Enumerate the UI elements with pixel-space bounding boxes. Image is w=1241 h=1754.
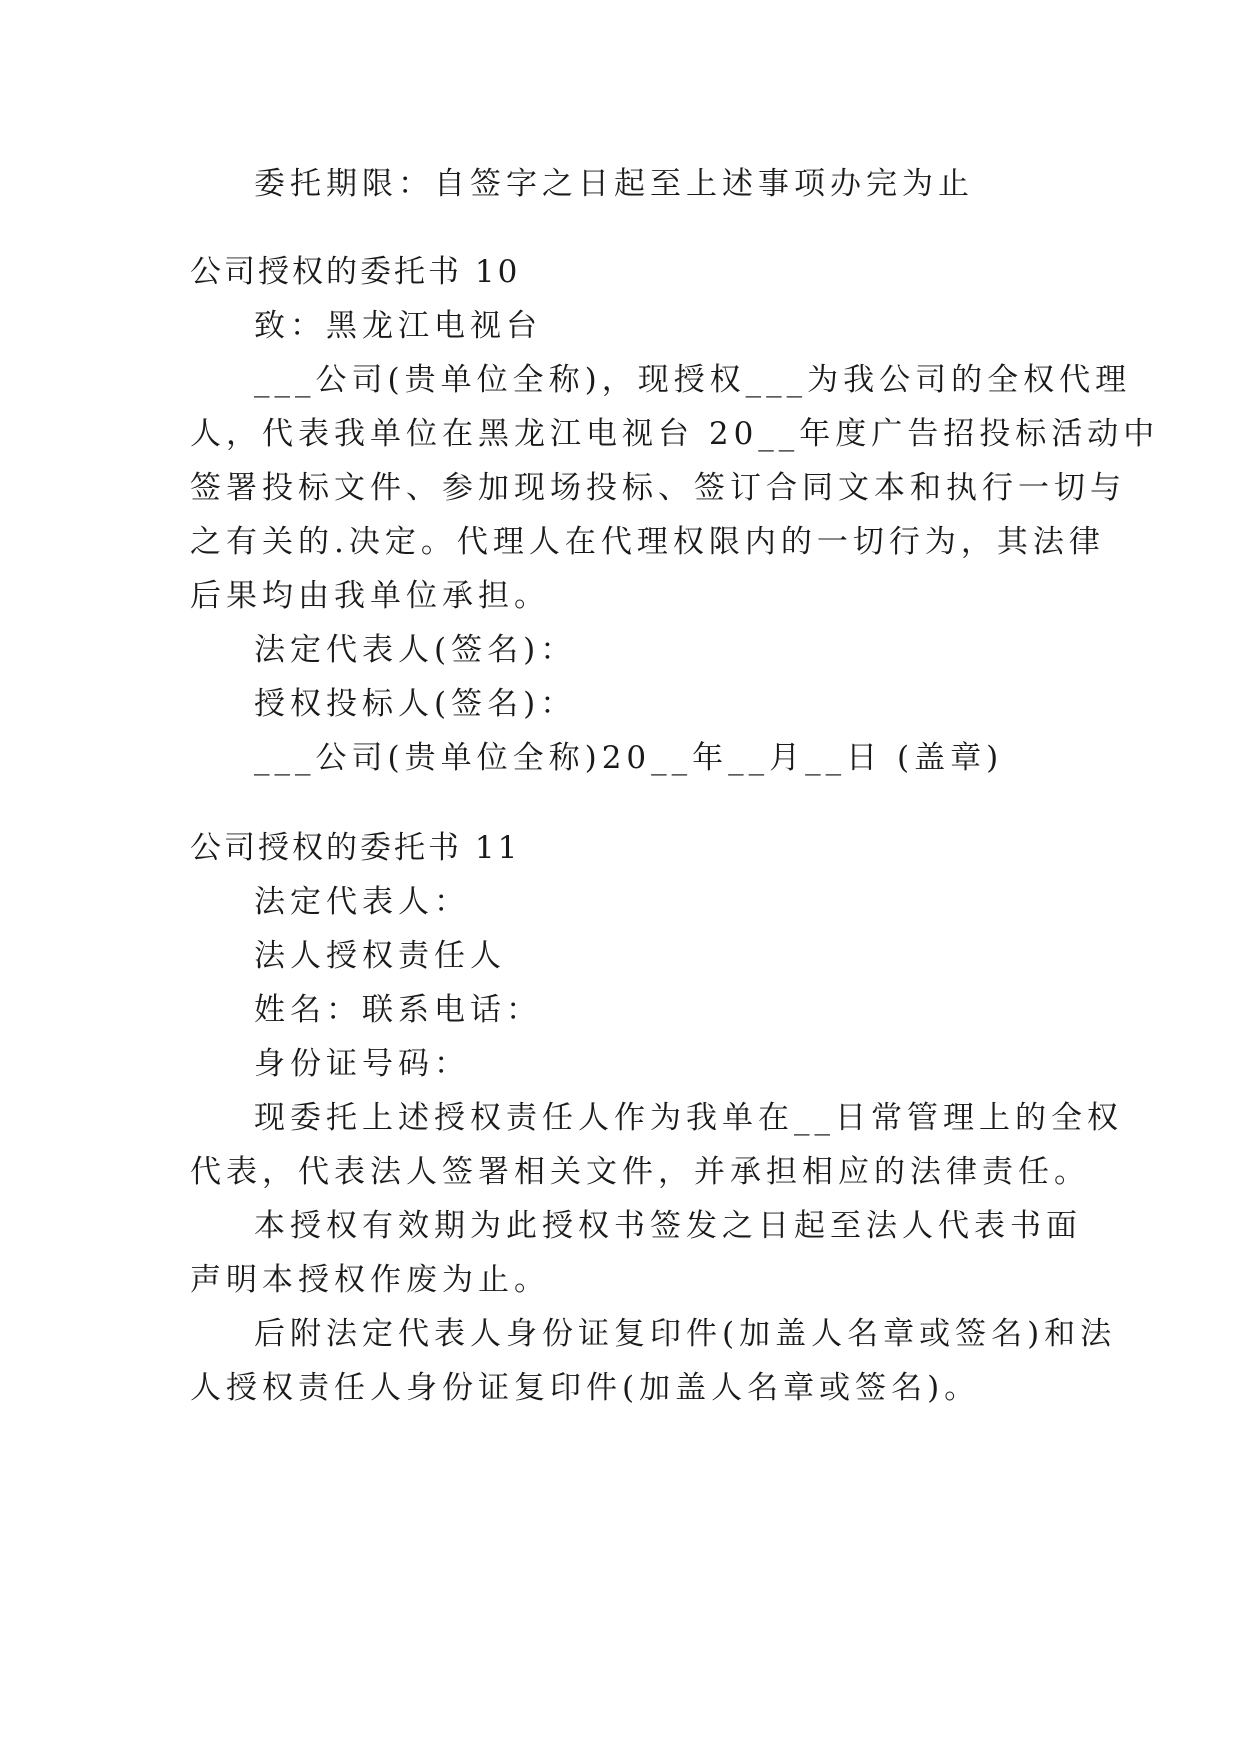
paragraph-line: 之有关的.决定。代理人在代理权限内的一切行为，其法律 [190,524,1105,560]
field-line: 姓名：联系电话： [254,992,542,1028]
paragraph-line: 后果均由我单位承担。 [190,578,550,614]
section-heading-10: 公司授权的委托书 10 [190,254,521,290]
section-heading-11: 公司授权的委托书 11 [190,830,521,866]
field-line: 法人授权责任人 [254,938,506,974]
paragraph-line: 签署投标文件、参加现场投标、签订合同文本和执行一切与 [190,470,1126,506]
paragraph-line: 人，代表我单位在黑龙江电视台 20__年度广告招投标活动中 [190,416,1160,452]
paragraph-line: ___公司(贵单位全称)，现授权___为我公司的全权代理 [254,362,1132,398]
field-line: 身份证号码： [254,1046,470,1082]
bidder-signature-line: 授权投标人(签名)： [254,686,577,722]
paragraph-line: 本授权有效期为此授权书签发之日起至法人代表书面 [254,1208,1082,1244]
paragraph-line: 人授权责任人身份证复印件(加盖人名章或签名)。 [190,1370,981,1406]
term-line: 委托期限：自签字之日起至上述事项办完为止 [254,166,974,202]
paragraph-line: 代表，代表法人签署相关文件，并承担相应的法律责任。 [190,1154,1090,1190]
field-line: 法定代表人： [254,884,470,920]
addressee-line: 致：黑龙江电视台 [254,308,542,344]
company-date-seal-line: ___公司(贵单位全称)20__年__月__日 (盖章) [254,740,1004,776]
paragraph-line: 后附法定代表人身份证复印件(加盖人名章或签名)和法 [254,1316,1117,1352]
legal-rep-signature-line: 法定代表人(签名)： [254,632,577,668]
paragraph-line: 现委托上述授权责任人作为我单在__日常管理上的全权 [254,1100,1123,1136]
paragraph-line: 声明本授权作废为止。 [190,1262,550,1298]
